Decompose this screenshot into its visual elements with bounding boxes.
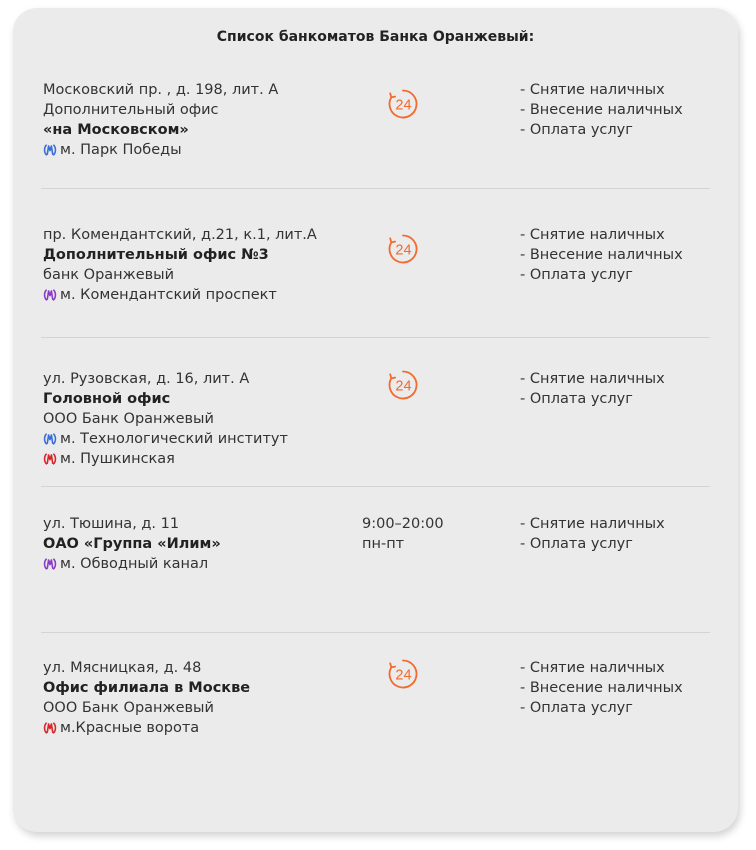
svg-text:24: 24	[395, 378, 412, 395]
metro-station	[43, 429, 343, 449]
metro-station-label: м. Комендантский проспект	[60, 287, 277, 303]
atm-address: ул. Мясницкая, д. 48	[43, 660, 202, 676]
metro-station-label: м. Технологический институт	[60, 431, 288, 447]
service-item: - Снятие наличных	[520, 227, 665, 243]
service-item: - Оплата услуг	[520, 122, 633, 138]
metro-purple-icon	[43, 288, 57, 302]
metro-station-label: м. Парк Победы	[60, 142, 182, 158]
atm-address-block	[43, 80, 343, 160]
working-hours-time: 9:00–20:00	[362, 516, 444, 532]
atm-office-name: Дополнительный офис №3	[43, 247, 269, 263]
atm-address: пр. Комендантский, д.21, к.1, лит.А	[43, 227, 317, 243]
atm-row	[41, 514, 710, 633]
service-item: - Снятие наличных	[520, 82, 665, 98]
atm-services	[520, 369, 720, 409]
atm-row	[41, 80, 710, 189]
working-hours-days: пн-пт	[362, 536, 405, 552]
atm-address: ул. Рузовская, д. 16, лит. А	[43, 371, 250, 387]
service-item: - Снятие наличных	[520, 371, 665, 387]
metro-station	[43, 718, 343, 738]
atm-address-block	[43, 514, 343, 574]
atm-services	[520, 514, 720, 554]
atm-services	[520, 225, 720, 285]
svg-text:24: 24	[395, 97, 412, 114]
atm-office-name: ОАО «Группа «Илим»	[43, 536, 221, 552]
metro-station	[43, 140, 343, 160]
atm-bank-name: ООО Банк Оранжевый	[43, 411, 214, 427]
atm-list-card	[13, 8, 738, 832]
metro-station	[43, 285, 343, 305]
atm-services	[520, 658, 720, 718]
metro-blue-icon	[43, 143, 57, 157]
service-item: - Оплата услуг	[520, 391, 633, 407]
metro-red-icon	[43, 721, 57, 735]
metro-station	[43, 449, 343, 469]
atm-bank-name: ООО Банк Оранжевый	[43, 700, 214, 716]
svg-text:24: 24	[395, 242, 412, 259]
atm-row	[41, 369, 710, 487]
service-item: - Снятие наличных	[520, 660, 665, 676]
metro-station-label: м. Обводный канал	[60, 556, 209, 572]
service-item: - Оплата услуг	[520, 536, 633, 552]
metro-blue-icon	[43, 432, 57, 446]
working-hours	[362, 514, 482, 554]
metro-red-icon	[43, 452, 57, 466]
metro-station-label: м. Пушкинская	[60, 451, 175, 467]
around-the-clock-24-icon	[387, 658, 419, 690]
around-the-clock-24-icon	[387, 369, 419, 401]
atm-row	[41, 225, 710, 338]
atm-office-type: Дополнительный офис	[43, 102, 219, 118]
svg-text:24: 24	[395, 667, 412, 684]
atm-address-block	[43, 369, 343, 469]
service-item: - Внесение наличных	[520, 102, 683, 118]
atm-address-block	[43, 225, 343, 305]
atm-services	[520, 80, 720, 140]
around-the-clock-24-icon	[387, 88, 419, 120]
service-item: - Внесение наличных	[520, 247, 683, 263]
around-the-clock-24-icon	[387, 233, 419, 265]
service-item: - Оплата услуг	[520, 700, 633, 716]
atm-address: ул. Тюшина, д. 11	[43, 516, 180, 532]
list-title: Список банкоматов Банка Оранжевый:	[216, 29, 535, 45]
atm-office-name: Офис филиала в Москве	[43, 680, 251, 696]
service-item: - Оплата услуг	[520, 267, 633, 283]
metro-purple-icon	[43, 557, 57, 571]
metro-station-label: м.Красные ворота	[60, 720, 200, 736]
atm-office-name: «на Московском»	[43, 122, 189, 138]
atm-address: Московский пр. , д. 198, лит. А	[43, 82, 279, 98]
atm-address-block	[43, 658, 343, 738]
atm-bank-name: банк Оранжевый	[43, 267, 175, 283]
metro-station	[43, 554, 343, 574]
atm-row	[41, 658, 710, 768]
service-item: - Внесение наличных	[520, 680, 683, 696]
service-item: - Снятие наличных	[520, 516, 665, 532]
atm-office-name: Головной офис	[43, 391, 171, 407]
